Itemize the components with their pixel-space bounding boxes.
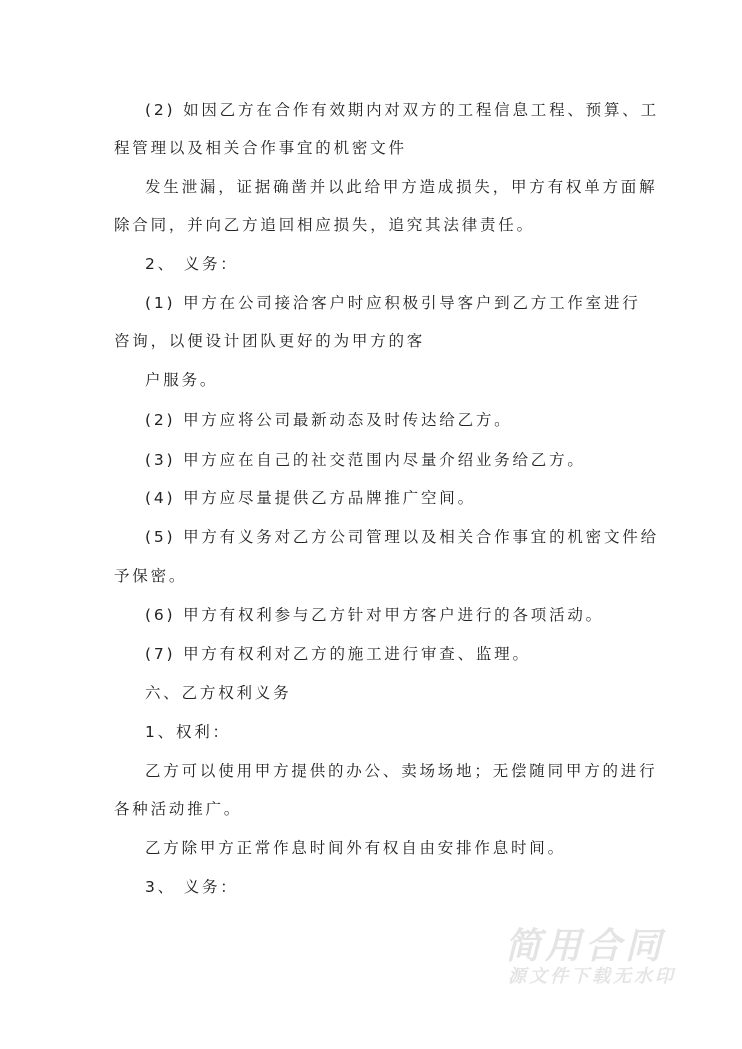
section-heading: 3、 义务：: [145, 878, 239, 896]
paragraph-line: 咨询，以便设计团队更好的为甲方的客: [114, 332, 426, 350]
paragraph-line: 各种活动推广。: [114, 800, 243, 818]
paragraph-line: 乙方除甲方正常作息时间外有权自由安排作息时间。: [145, 839, 566, 857]
section-heading: 1、权利：: [145, 723, 231, 741]
paragraph-line: (5) 甲方有义务对乙方公司管理以及相关合作事宜的机密文件给: [145, 528, 659, 546]
section-heading: 2、 义务：: [145, 255, 239, 273]
watermark-title: 简用合同: [505, 926, 666, 967]
paragraph-line: 程管理以及相关合作事宜的机密文件: [114, 139, 407, 157]
paragraph-line: 予保密。: [114, 567, 188, 585]
paragraph-line: 乙方可以使用甲方提供的办公、卖场场地；无偿随同甲方的进行: [145, 762, 658, 780]
paragraph-line: (6) 甲方有权利参与乙方针对甲方客户进行的各项活动。: [145, 606, 604, 624]
paragraph-line: (3) 甲方应在自己的社交范围内尽量介绍业务给乙方。: [145, 451, 586, 469]
paragraph-line: (7) 甲方有权利对乙方的施工进行审查、监理。: [145, 645, 531, 663]
watermark-subtitle: 源文件下载无水印: [508, 966, 676, 987]
paragraph-line: (4) 甲方应尽量提供乙方品牌推广空间。: [145, 489, 476, 507]
paragraph-line: (2) 如因乙方在合作有效期内对双方的工程信息工程、预算、工: [145, 101, 659, 119]
paragraph-line: 发生泄漏，证据确凿并以此给甲方造成损失，甲方有权单方面解: [145, 178, 658, 196]
paragraph-line: (1) 甲方在公司接洽客户时应积极引导客户到乙方工作室进行: [145, 294, 641, 312]
paragraph-line: (2) 甲方应将公司最新动态及时传达给乙方。: [145, 411, 513, 429]
paragraph-line: 除合同，并向乙方追回相应损失，追究其法律责任。: [114, 216, 535, 234]
section-heading: 六、乙方权利义务: [145, 684, 292, 702]
paragraph-line: 户服务。: [145, 371, 219, 389]
